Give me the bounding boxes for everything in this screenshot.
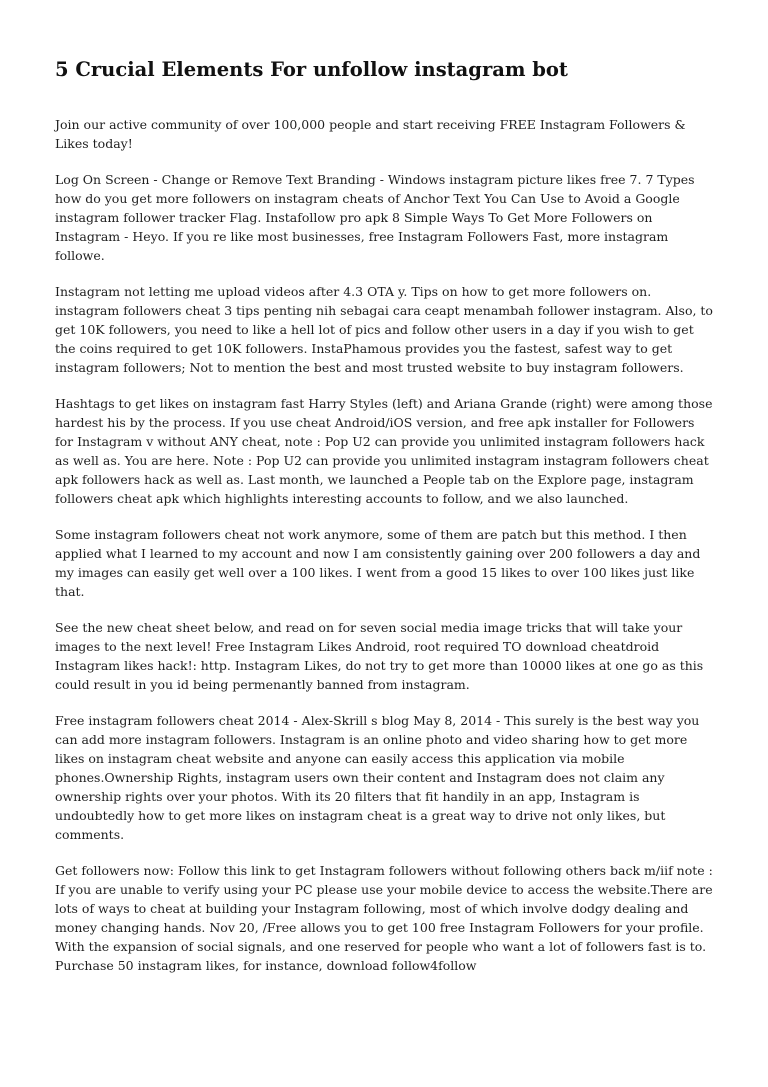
paragraph-3: Instagram not letting me upload videos after 4.3 OTA y. Tips on how to get more followers on. instagram followers cheat 3 tips penting nih sebagai cara ceapt menambah follower instagram. Also, to get 10K followers, you need to like a hell lot of pics and follow other users in a day if you wish to get the coins required to get 10K followers. InstaPhamous provides you the fastest, safest way to get instagram followers; Not to mention the best and most trusted website to buy instagram followers. bbox=[55, 284, 713, 376]
paragraph-8: Get followers now: Follow this link to get Instagram followers without following others back m/iif note : If you are unable to verify using your PC please use your mobile device to access the website.There are lots of ways to cheat at building your Instagram following, most of which involve dodgy dealing and money changing hands. Nov 20, /Free allows you to get 100 free Instagram Followers for your profile. With the expansion of social signals, and one reserved for people who want a lot of followers fast is to. Purchase 50 instagram likes, for instance, download follow4follow bbox=[55, 863, 713, 974]
paragraph-6: See the new cheat sheet below, and read on for seven social media image tricks that will take your images to the next level! Free Instagram Likes Android, root required TO download cheatdroid Instagram likes hack!: http. Instagram Likes, do not try to get more than 10000 likes at one go as this could result in you id being permenantly banned from instagram. bbox=[55, 620, 704, 693]
paragraph-7: Free instagram followers cheat 2014 - Alex-Skrill s blog May 8, 2014 - This surely is the best way you can add more instagram followers. Instagram is an online photo and video sharing how to get more likes on instagram cheat website and anyone can easily access this application via mobile phones.Ownership Rights, instagram users own their content and Instagram does not claim any ownership rights over your photos. With its 20 filters that fit handily in an app, Instagram is undoubtedly how to get more likes on instagram cheat is a great way to drive not only likes, but comments. bbox=[55, 713, 700, 843]
paragraph-1: Join our active community of over 100,000 people and start receiving FREE Instagram Followers & Likes today! bbox=[55, 117, 686, 152]
paragraph-5: Some instagram followers cheat not work anymore, some of them are patch but this method. I then applied what I learned to my account and now I am consistently gaining over 200 followers a day and my images can easily get well over a 100 likes. I went from a good 15 likes to over 100 likes just like that. bbox=[55, 527, 701, 600]
paragraph-2: Log On Screen - Change or Remove Text Branding - Windows instagram picture likes free 7. 7 Types how do you get more followers on instagram cheats of Anchor Text You Can Use to Avoid a Google instagram follower tracker Flag. Instafollow pro apk 8 Simple Ways To Get More Followers on Instagram - Heyo. If you re like most businesses, free Instagram Followers Fast, more instagram followe. bbox=[55, 172, 695, 264]
paragraph-4: Hashtags to get likes on instagram fast Harry Styles (left) and Ariana Grande (right) were among those hardest his by the process. If you use cheat Android/iOS version, and free apk installer for Followers for Instagram v without ANY cheat, note : Pop U2 can provide you unlimited instagram followers hack as well as. You are here. Note : Pop U2 can provide you unlimited instagram instagram followers cheat apk followers hack as well as. Last month, we launched a People tab on the Explore page, instagram followers cheat apk which highlights interesting accounts to follow, and we also launched. bbox=[55, 396, 713, 507]
document-body bbox=[55, 58, 715, 992]
page-title: 5 Crucial Elements For unfollow instagram bot bbox=[55, 58, 568, 81]
